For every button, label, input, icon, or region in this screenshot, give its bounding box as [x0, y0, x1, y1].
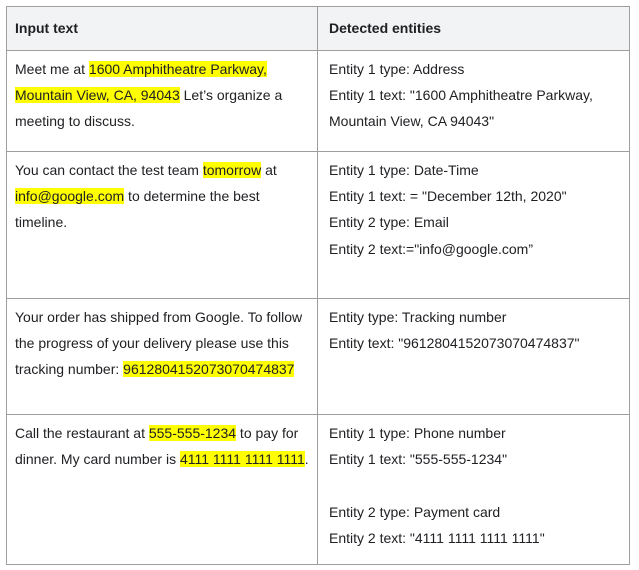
- header-detected-entities: Detected entities: [318, 7, 630, 51]
- highlighted-entity: tomorrow: [202, 162, 262, 178]
- entity-table-container: [6, 6, 629, 565]
- entity-line: Entity 2 type: Payment card: [329, 503, 501, 520]
- table-header-row: [7, 7, 630, 51]
- entity-line: Entity 2 text:="info@google.com”: [329, 240, 534, 257]
- entity-line: Entity type: Tracking number: [329, 309, 507, 325]
- highlighted-entity: 9612804152073070474837: [123, 361, 295, 378]
- input-text-cell: [7, 299, 318, 415]
- table-row: [7, 299, 630, 415]
- entity-line: Entity 1 text: "555-555-1234": [329, 451, 508, 468]
- input-text-plain: You can contact the test team: [15, 162, 203, 178]
- input-text-plain: to determine the best timeline.: [15, 188, 260, 231]
- input-text-cell: [7, 51, 318, 152]
- input-text-cell: [7, 152, 318, 299]
- detected-entities-cell: [318, 299, 630, 415]
- detected-entities-cell: [318, 415, 630, 565]
- input-text-plain: Call the restaurant at: [15, 425, 149, 441]
- entity-line: Entity 1 type: Date-Time: [329, 162, 479, 178]
- detected-entities-cell: [318, 152, 630, 299]
- highlighted-entity: 555-555-1234: [148, 425, 237, 441]
- table-row: [7, 51, 630, 152]
- input-text-plain: to pay for dinner. My card number is: [15, 425, 299, 468]
- entity-detection-table: [6, 6, 630, 565]
- header-input-text: Input text: [7, 7, 318, 51]
- highlighted-entity: Mountain View, CA, 94043: [15, 87, 180, 104]
- detected-entities-cell: [318, 51, 630, 152]
- input-text-plain: .: [304, 451, 309, 468]
- table-row: [7, 152, 630, 299]
- input-text-plain: at: [261, 162, 277, 178]
- entity-line: Entity 2 type: Email: [329, 214, 449, 231]
- input-text-plain: Meet me at: [15, 61, 89, 77]
- entity-line: Entity 1 text: = "December 12th, 2020": [329, 188, 567, 205]
- entity-line: Entity 1 type: Phone number: [329, 425, 506, 441]
- entity-line: Entity 1 type: Address: [329, 61, 465, 77]
- input-text-plain: Your order has shipped from Google. To follow the progress of your delivery please use this tracking number:: [15, 309, 303, 378]
- entity-line: Entity text: "9612804152073070474837": [329, 335, 580, 352]
- entity-line: Entity 1 text: "1600 Amphitheatre Parkway, Mountain View, CA 94043": [329, 87, 593, 130]
- input-text-plain: Let’s organize a meeting to discuss.: [15, 87, 283, 130]
- entity-line: Entity 2 text: "4111 1111 1111 1111": [329, 529, 545, 546]
- table-row: [7, 415, 630, 565]
- input-text-cell: [7, 415, 318, 565]
- entity-spacer: [329, 472, 621, 498]
- highlighted-entity: 1600 Amphitheatre Parkway,: [88, 61, 267, 77]
- highlighted-entity: info@google.com: [15, 188, 125, 205]
- highlighted-entity: 4111 1111 1111 1111: [179, 451, 305, 468]
